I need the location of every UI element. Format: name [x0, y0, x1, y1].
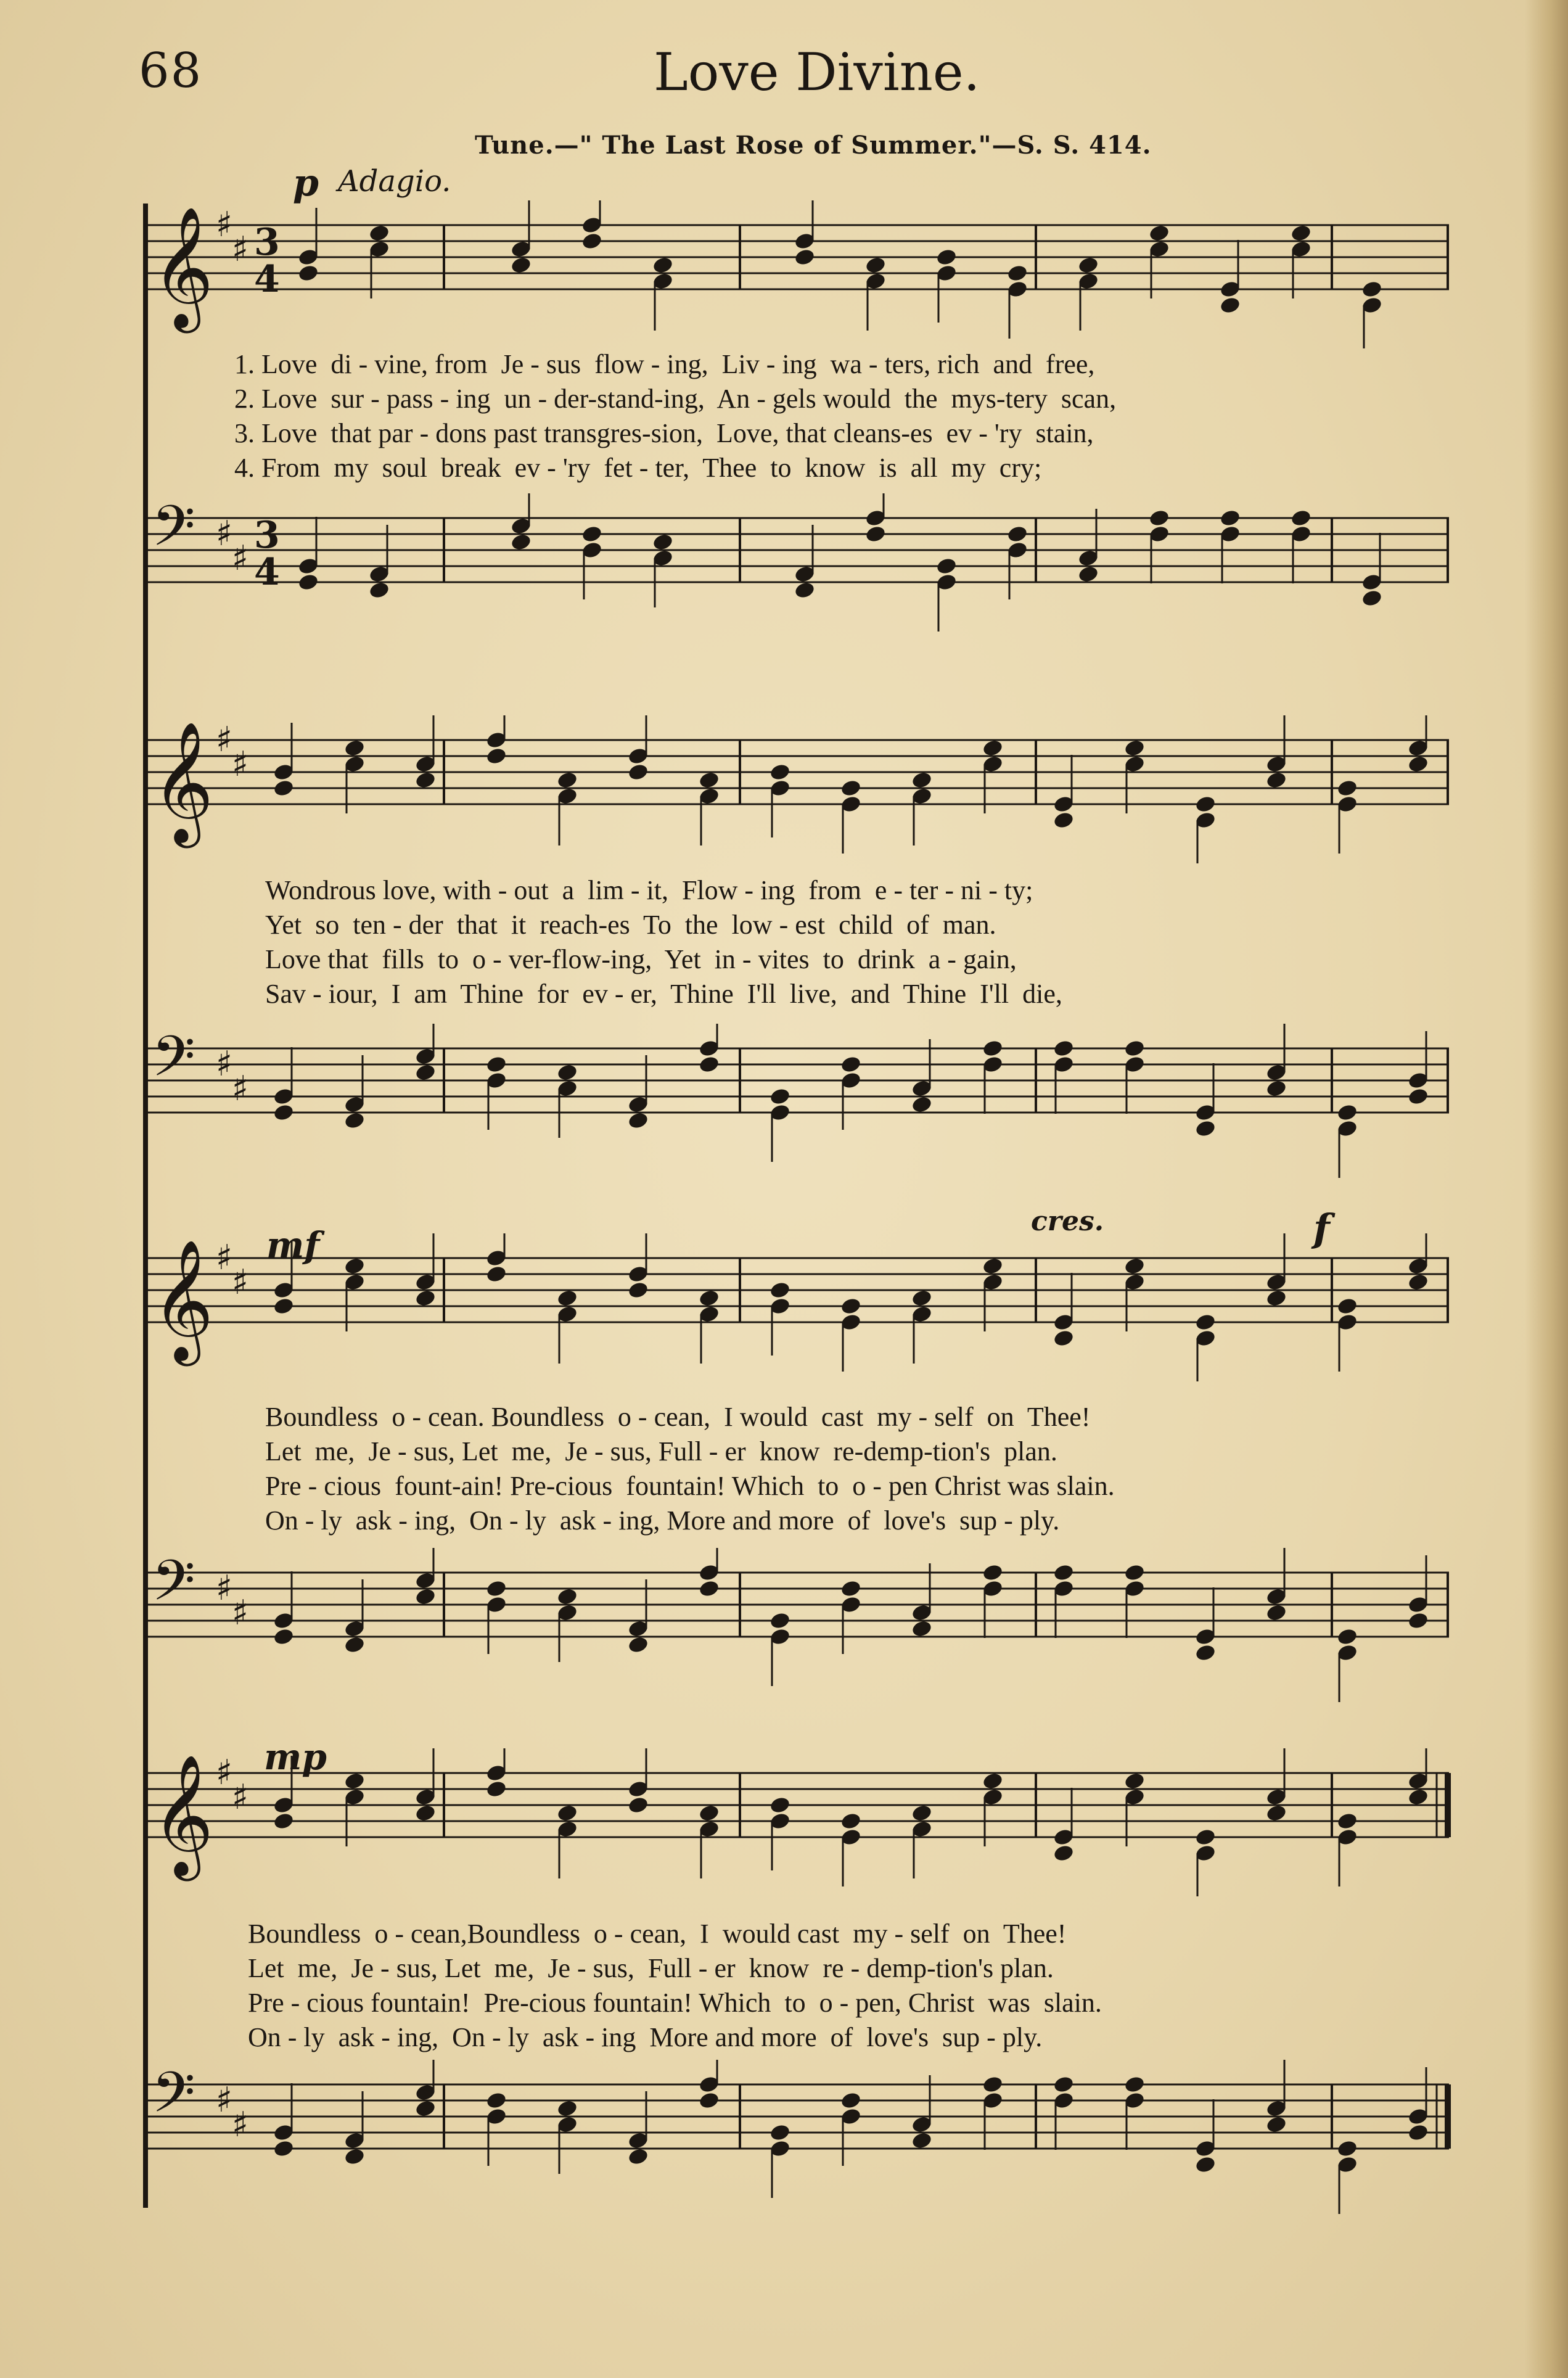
note-head	[911, 1619, 933, 1639]
dynamic-cres: cres.	[1031, 1206, 1104, 1237]
note-head	[1123, 739, 1146, 758]
note-head	[273, 1297, 295, 1316]
sharp-icon: ♯	[216, 1044, 233, 1084]
note-head	[556, 1289, 578, 1308]
treble-staff-system-4	[148, 1748, 1461, 1896]
treble-clef-icon: 𝄞	[152, 206, 214, 328]
lyric-line-verse-4: 4. From my soul break ev - 'ry fet - ter, Thee to know is all my cry;	[234, 453, 1042, 483]
note-head	[1336, 1103, 1358, 1122]
note-head	[1336, 1812, 1358, 1831]
note-head	[1336, 2139, 1358, 2158]
lyric-line-verse-2: Yet so ten - der that it reach-es To the low - est child of man.	[265, 910, 996, 940]
treble-staff-system-3	[148, 1233, 1461, 1381]
note-head	[1148, 509, 1170, 528]
note-head	[627, 1281, 649, 1300]
note-head	[794, 581, 816, 600]
lyrics-system-3	[265, 1401, 1437, 1539]
page-edge-shadow	[1525, 0, 1568, 2378]
note-head	[485, 1579, 507, 1598]
note-head	[1336, 1297, 1358, 1316]
note-head	[485, 1780, 507, 1799]
note-head	[911, 1804, 933, 1823]
note-head	[1053, 2075, 1075, 2094]
note-head	[911, 1289, 933, 1308]
note-head	[698, 2091, 720, 2110]
note-head	[911, 1095, 933, 1114]
note-head	[769, 1281, 791, 1300]
sharp-icon: ♯	[232, 1262, 249, 1302]
sharp-icon: ♯	[232, 744, 249, 784]
note-head	[1219, 509, 1241, 528]
treble-staff-system-1	[148, 200, 1461, 348]
note-head	[1336, 779, 1358, 798]
note-head	[1219, 296, 1241, 315]
note-head	[982, 2075, 1004, 2094]
note-head	[840, 1812, 862, 1831]
lyric-line-verse-3: Love that fills to o - ver-flow-ing, Yet in - vites to drink a - gain,	[265, 944, 1017, 974]
sharp-icon: ♯	[216, 1568, 233, 1608]
note-head	[982, 1039, 1004, 1058]
note-head	[1361, 280, 1383, 299]
note-head	[297, 264, 319, 283]
note-head	[698, 771, 720, 790]
sharp-icon: ♯	[216, 1238, 233, 1278]
lyric-line-verse-4: On - ly ask - ing, On - ly ask - ing, More and more of love's sup - ply.	[265, 1505, 1060, 1536]
dynamic-mf: mf	[266, 1224, 320, 1266]
note-head	[1053, 1329, 1075, 1348]
sharp-icon: ♯	[216, 720, 233, 760]
bass-staff-system-4	[148, 2060, 1461, 2220]
dynamic-mp: mp	[264, 1736, 327, 1778]
note-head	[556, 2099, 578, 2118]
lyric-line-verse-1: 1. Love di - vine, from Je - sus flow - ing, Liv - ing wa - ters, rich and free,	[234, 349, 1095, 379]
lyrics-system-1	[234, 348, 1443, 487]
bass-clef-icon: 𝄢	[152, 2060, 195, 2139]
note-head	[485, 1265, 507, 1284]
sharp-icon: ♯	[232, 229, 249, 269]
note-head	[982, 1772, 1004, 1791]
note-head	[864, 256, 887, 275]
lyric-line-verse-2: Let me, Je - sus, Let me, Je - sus, Full - er know re - demp-tion's plan.	[248, 1953, 1054, 1983]
note-head	[1265, 1079, 1287, 1098]
note-head	[1123, 1772, 1146, 1791]
note-head	[414, 2099, 437, 2118]
note-head	[840, 779, 862, 798]
note-head	[1123, 1039, 1146, 1058]
note-head	[769, 2123, 791, 2142]
sharp-icon: ♯	[232, 1593, 249, 1633]
note-head	[1265, 1603, 1287, 1623]
time-signature-top: 3	[254, 221, 280, 264]
lyric-line-verse-3: Pre - cious fount-ain! Pre-cious fountain! Which to o - pen Christ was slain.	[265, 1471, 1115, 1501]
note-head	[510, 533, 532, 552]
note-head	[581, 232, 603, 251]
note-head	[1407, 1788, 1429, 1807]
lyrics-system-4	[248, 1918, 1419, 2056]
note-head	[1265, 2115, 1287, 2134]
treble-staff-system-2	[148, 715, 1461, 863]
note-head	[1123, 1257, 1146, 1276]
note-head	[581, 525, 603, 544]
sharp-icon: ♯	[216, 1753, 233, 1793]
note-head	[485, 2091, 507, 2110]
bass-staff-system-3	[148, 1548, 1461, 1708]
note-head	[864, 525, 887, 544]
sharp-icon: ♯	[232, 2105, 249, 2145]
note-head	[1265, 1804, 1287, 1823]
note-head	[769, 1087, 791, 1106]
note-head	[1006, 525, 1028, 544]
note-head	[1053, 1563, 1075, 1582]
note-head	[982, 739, 1004, 758]
note-head	[414, 771, 437, 790]
note-head	[1407, 755, 1429, 774]
note-head	[273, 779, 295, 798]
lyrics-system-2	[265, 874, 1424, 1013]
note-head	[510, 256, 532, 275]
note-head	[627, 2147, 649, 2166]
note-head	[368, 581, 390, 600]
bass-clef-icon: 𝄢	[152, 493, 195, 572]
sharp-icon: ♯	[216, 514, 233, 554]
note-head	[414, 1063, 437, 1082]
note-head	[840, 1297, 862, 1316]
note-head	[1077, 256, 1099, 275]
note-head	[273, 1812, 295, 1831]
sharp-icon: ♯	[232, 1777, 249, 1817]
note-head	[485, 747, 507, 766]
note-head	[840, 1579, 862, 1598]
sharp-icon: ♯	[216, 205, 233, 245]
note-head	[1265, 1289, 1287, 1308]
sharp-icon: ♯	[232, 538, 249, 578]
note-head	[1407, 1087, 1429, 1106]
lyric-line-verse-3: Pre - cious fountain! Pre-cious fountain! Which to o - pen, Christ was slain.	[248, 1988, 1102, 2018]
page-number: 68	[139, 43, 203, 99]
tempo-marking: Adagio.	[338, 164, 451, 199]
note-head	[911, 2131, 933, 2150]
note-head	[698, 1055, 720, 1074]
note-head	[414, 1804, 437, 1823]
note-head	[1123, 2075, 1146, 2094]
dynamic-f: f	[1313, 1206, 1330, 1251]
sharp-icon: ♯	[216, 2080, 233, 2120]
note-head	[273, 1103, 295, 1122]
note-head	[1194, 1313, 1217, 1332]
note-head	[627, 1796, 649, 1815]
note-head	[652, 256, 674, 275]
note-head	[698, 1289, 720, 1308]
note-head	[343, 1111, 366, 1130]
note-head	[343, 1772, 366, 1791]
lyric-line-verse-1: Boundless o - cean,Boundless o - cean, I would cast my - self on Thee!	[248, 1919, 1067, 1949]
note-head	[273, 1627, 295, 1647]
note-head	[1336, 1627, 1358, 1647]
bass-staff-system-2	[148, 1024, 1461, 1184]
note-head	[769, 1611, 791, 1631]
note-head	[627, 763, 649, 782]
note-head	[1194, 795, 1217, 814]
note-head	[1407, 2123, 1429, 2142]
note-head	[1148, 224, 1170, 243]
time-signature-top: 3	[254, 514, 280, 557]
note-head	[698, 1804, 720, 1823]
lyric-line-verse-4: Sav - iour, I am Thine for ev - er, Thine I'll live, and Thine I'll die,	[265, 979, 1062, 1009]
note-head	[935, 557, 958, 576]
lyric-line-verse-3: 3. Love that par - dons past transgres-sion, Love, that cleans-es ev - 'ry stain,	[234, 418, 1094, 448]
tune-credit: Tune.—" The Last Rose of Summer."—S. S. 414.	[475, 131, 1152, 160]
lyric-line-verse-2: 2. Love sur - pass - ing un - der-stand-ing, An - gels would the mys-tery scan,	[234, 384, 1117, 414]
note-head	[485, 1055, 507, 1074]
bass-staff-system-1	[148, 493, 1461, 654]
lyric-line-verse-1: Boundless o - cean. Boundless o - cean, I would cast my - self on Thee!	[265, 1402, 1091, 1432]
note-head	[982, 1257, 1004, 1276]
note-head	[627, 1111, 649, 1130]
treble-clef-icon: 𝄞	[152, 1754, 214, 1876]
note-head	[1194, 1644, 1217, 1663]
dynamic-p: p	[293, 162, 319, 205]
note-head	[556, 1587, 578, 1607]
note-head	[935, 248, 958, 267]
note-head	[343, 1635, 366, 1655]
note-head	[414, 1289, 437, 1308]
note-head	[1077, 565, 1099, 584]
note-head	[273, 2139, 295, 2158]
note-head	[1407, 1611, 1429, 1631]
note-head	[1053, 1844, 1075, 1863]
page-title: Love Divine.	[654, 42, 980, 102]
note-head	[769, 1796, 791, 1815]
bass-clef-icon: 𝄢	[152, 1548, 195, 1627]
lyric-line-verse-1: Wondrous love, with - out a lim - it, Flow - ing from e - ter - ni - ty;	[265, 875, 1033, 905]
note-head	[1290, 509, 1312, 528]
note-head	[652, 533, 674, 552]
left-brace-rule	[143, 204, 148, 2208]
note-head	[840, 2091, 862, 2110]
sharp-icon: ♯	[232, 1069, 249, 1109]
note-head	[1265, 771, 1287, 790]
note-head	[368, 224, 390, 243]
note-head	[1407, 1273, 1429, 1292]
note-head	[556, 771, 578, 790]
note-head	[769, 763, 791, 782]
note-head	[840, 1055, 862, 1074]
treble-clef-icon: 𝄞	[152, 721, 214, 843]
note-head	[343, 739, 366, 758]
note-head	[1194, 1828, 1217, 1847]
note-head	[414, 1587, 437, 1607]
note-head	[627, 1635, 649, 1655]
note-head	[1123, 1563, 1146, 1582]
lyric-line-verse-4: On - ly ask - ing, On - ly ask - ing More and more of love's sup - ply.	[248, 2022, 1043, 2052]
note-head	[698, 1579, 720, 1598]
time-signature-bottom: 4	[254, 258, 280, 301]
note-head	[1361, 589, 1383, 608]
note-head	[1053, 811, 1075, 830]
note-head	[1194, 1119, 1217, 1138]
note-head	[556, 1804, 578, 1823]
note-head	[1290, 224, 1312, 243]
note-head	[1053, 1039, 1075, 1058]
note-head	[1194, 2155, 1217, 2174]
note-head	[794, 248, 816, 267]
note-head	[556, 1063, 578, 1082]
note-head	[343, 2147, 366, 2166]
bass-clef-icon: 𝄢	[152, 1024, 195, 1103]
lyric-line-verse-2: Let me, Je - sus, Let me, Je - sus, Full - er know re-demp-tion's plan.	[265, 1436, 1057, 1467]
note-head	[343, 1257, 366, 1276]
time-signature-bottom: 4	[254, 551, 280, 594]
note-head	[911, 771, 933, 790]
treble-clef-icon: 𝄞	[152, 1239, 214, 1361]
note-head	[1006, 264, 1028, 283]
note-head	[982, 1563, 1004, 1582]
note-head	[297, 573, 319, 592]
